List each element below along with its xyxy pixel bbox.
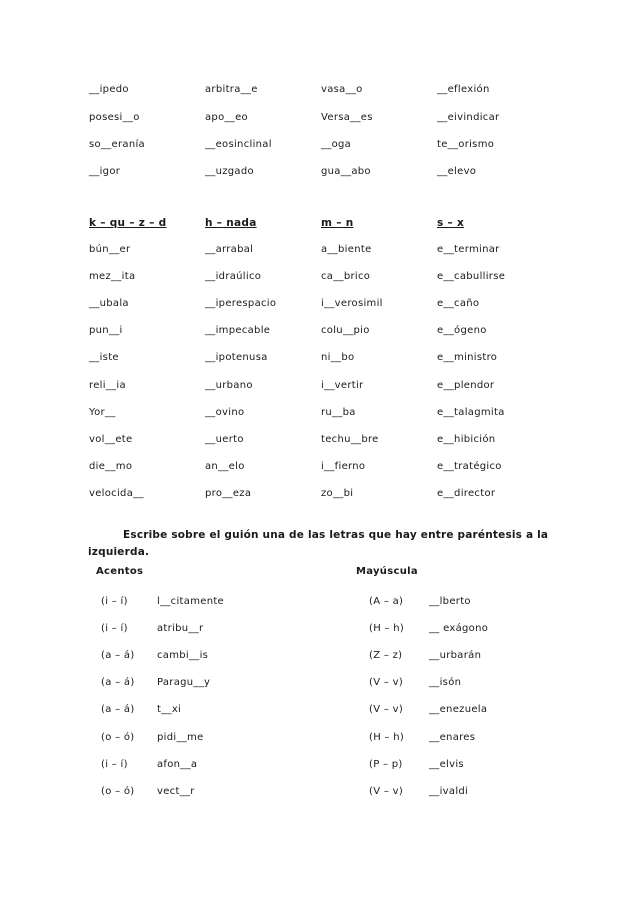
word-item: l__citamente <box>157 596 225 607</box>
word-item: reli__ia <box>89 380 126 391</box>
word-item: __ exágono <box>429 623 489 634</box>
word-item: a__biente <box>321 244 372 255</box>
word-item: __uerto <box>205 434 244 445</box>
letter-option: (V – v) <box>369 677 404 688</box>
word-item: te__orismo <box>437 139 495 150</box>
letter-option: (P – p) <box>369 759 403 770</box>
word-item: zo__bi <box>321 488 354 499</box>
word-item: __ubala <box>89 298 129 309</box>
word-item: __ipotenusa <box>205 352 268 363</box>
word-item: afon__a <box>157 759 198 770</box>
letter-option: (i – í) <box>101 759 128 770</box>
word-item: colu__pio <box>321 325 370 336</box>
letter-option: (i – í) <box>101 623 128 634</box>
word-item: Paragu__y <box>157 677 211 688</box>
word-item: __igor <box>89 166 121 177</box>
word-item: bún__er <box>89 244 131 255</box>
word-item: __impecable <box>205 325 271 336</box>
letter-option: (i – í) <box>101 596 128 607</box>
word-item: i__verosimil <box>321 298 383 309</box>
group-header: h – nada <box>205 217 257 229</box>
mayuscula-title: Mayúscula <box>356 566 418 577</box>
letter-option: (H – h) <box>369 623 405 634</box>
letter-option: (V – v) <box>369 704 404 715</box>
word-item: vol__ete <box>89 434 133 445</box>
word-item: __ovino <box>205 407 245 418</box>
word-item: __urbano <box>205 380 253 391</box>
letter-option: (a – á) <box>101 704 135 715</box>
group-header: k – qu – z – d <box>89 217 167 229</box>
word-item: e__talagmita <box>437 407 505 418</box>
word-item: __lberto <box>429 596 471 607</box>
letter-option: (V – v) <box>369 786 404 797</box>
word-item: pidi__me <box>157 732 204 743</box>
word-item: Yor__ <box>89 407 116 418</box>
word-item: e__tratégico <box>437 461 502 472</box>
word-item: so__eranía <box>89 139 145 150</box>
word-item: Versa__es <box>321 112 373 123</box>
word-item: __isón <box>429 677 462 688</box>
word-item: techu__bre <box>321 434 379 445</box>
word-item: cambi__is <box>157 650 209 661</box>
word-item: __elevo <box>437 166 477 177</box>
word-item: die__mo <box>89 461 133 472</box>
word-item: __iperespacio <box>205 298 277 309</box>
word-item: __eosinclinal <box>205 139 272 150</box>
instruction-text: Escribe sobre el guión una de las letras que hay entre paréntesis a la izquierda. <box>88 529 549 558</box>
word-item: e__ógeno <box>437 325 487 336</box>
word-item: posesi__o <box>89 112 140 123</box>
word-item: e__cabullirse <box>437 271 506 282</box>
word-item: velocida__ <box>89 488 144 499</box>
letter-option: (a – á) <box>101 650 135 661</box>
word-item: pun__i <box>89 325 123 336</box>
word-item: an__elo <box>205 461 245 472</box>
letter-option: (A – a) <box>369 596 404 607</box>
word-item: pro__eza <box>205 488 252 499</box>
word-item: t__xi <box>157 704 182 715</box>
word-item: e__director <box>437 488 496 499</box>
acentos-title: Acentos <box>96 566 144 577</box>
word-item: __eflexión <box>437 84 490 95</box>
word-item: gua__abo <box>321 166 371 177</box>
letter-option: (Z – z) <box>369 650 403 661</box>
word-item: arbitra__e <box>205 84 258 95</box>
letter-option: (a – á) <box>101 677 135 688</box>
word-item: mez__ita <box>89 271 136 282</box>
word-item: __uzgado <box>205 166 254 177</box>
word-item: e__caño <box>437 298 480 309</box>
word-item: i__vertir <box>321 380 364 391</box>
group-header: m – n <box>321 217 354 229</box>
word-item: __elvis <box>429 759 464 770</box>
word-item: __ivaldi <box>429 786 469 797</box>
word-item: e__ministro <box>437 352 498 363</box>
word-item: e__terminar <box>437 244 500 255</box>
word-item: ni__bo <box>321 352 355 363</box>
word-item: ca__brico <box>321 271 371 282</box>
word-item: __arrabal <box>205 244 254 255</box>
word-item: __eivindicar <box>437 112 500 123</box>
word-item: __ipedo <box>89 84 129 95</box>
letter-option: (H – h) <box>369 732 405 743</box>
word-item: __iste <box>89 352 119 363</box>
word-item: __enezuela <box>429 704 488 715</box>
letter-option: (o – ó) <box>101 786 135 797</box>
word-item: i__fierno <box>321 461 366 472</box>
word-item: ru__ba <box>321 407 356 418</box>
word-item: e__hibición <box>437 434 496 445</box>
word-item: vasa__o <box>321 84 363 95</box>
word-item: vect__r <box>157 786 195 797</box>
word-item: __idraúlico <box>205 271 262 282</box>
word-item: atribu__r <box>157 623 204 634</box>
group-header: s – x <box>437 217 465 229</box>
letter-option: (o – ó) <box>101 732 135 743</box>
word-item: e__plendor <box>437 380 495 391</box>
word-item: __enares <box>429 732 476 743</box>
word-item: __oga <box>321 139 352 150</box>
word-item: __urbarán <box>429 650 482 661</box>
word-item: apo__eo <box>205 112 248 123</box>
